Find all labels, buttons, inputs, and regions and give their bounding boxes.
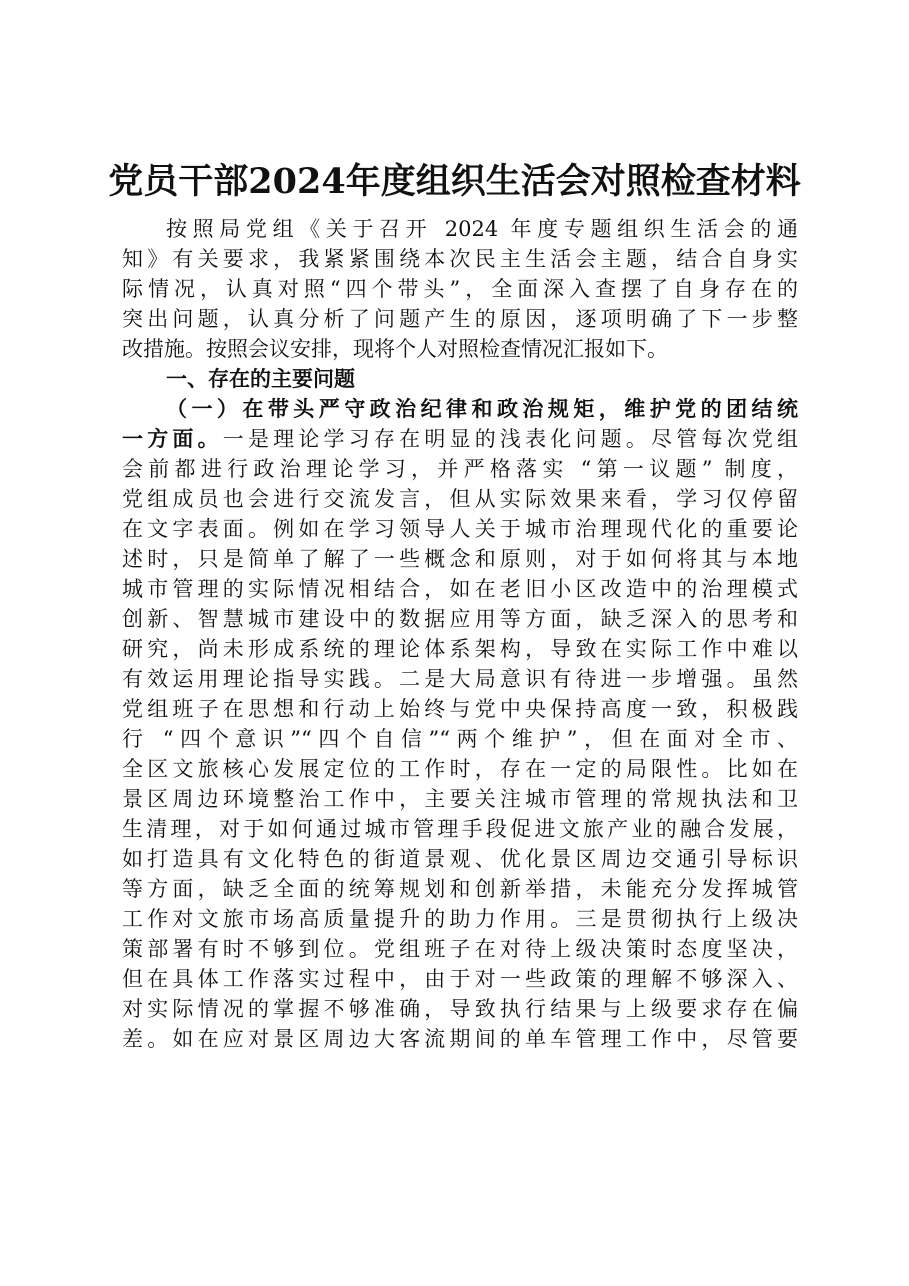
intro-line: 突出问题，认真分析了问题产生的原因，逐项明确了下一步整: [122, 307, 798, 331]
paragraph-line: 全区文旅核心发展定位的工作时，存在一定的局限性。比如在: [122, 757, 798, 781]
document-body: [122, 214, 798, 1054]
paragraph-line: 党组班子在思想和行动上始终与党中央保持高度一致，积极践: [122, 697, 798, 721]
intro-line: 际情况，认真对照“四个带头”，全面深入查摆了自身存在的: [122, 277, 798, 301]
paragraph-line: 研究，尚未形成系统的理论体系架构，导致在实际工作中难以: [122, 637, 798, 661]
subsection-heading-continuation: [122, 424, 798, 454]
paragraph-line: 差。如在应对景区周边大客流期间的单车管理工作中，尽管要: [122, 1027, 798, 1051]
paragraph-line: 在文字表面。例如在学习领导人关于城市治理现代化的重要论: [122, 517, 798, 541]
paragraph-line: 创新、智慧城市建设中的数据应用等方面，缺乏深入的思考和: [122, 607, 798, 631]
paragraph-line: 策部署有时不够到位。党组班子在对待上级决策时态度坚决，: [122, 937, 798, 961]
paragraph-text: 一是理论学习存在明显的浅表化问题。尽管每次党组: [222, 427, 798, 451]
paragraph-line: 但在具体工作落实过程中，由于对一些政策的理解不够深入、: [122, 967, 798, 991]
paragraph-line: 对实际情况的掌握不够准确，导致执行结果与上级要求存在偏: [122, 997, 798, 1021]
paragraph-line: 等方面，缺乏全面的统筹规划和创新举措，未能充分发挥城管: [122, 877, 798, 901]
paragraph-line: 工作对文旅市场高质量提升的助力作用。三是贯彻执行上级决: [122, 907, 798, 931]
intro-line: 改措施。按照会议安排，现将个人对照检查情况汇报如下。: [122, 337, 668, 361]
paragraph-line: 生清理，对于如何通过城市管理手段促进文旅产业的融合发展，: [122, 817, 798, 841]
paragraph-line: 会前都进行政治理论学习，并严格落实 “第一议题” 制度，: [122, 457, 798, 481]
paragraph-line: 景区周边环境整治工作中，主要关注城市管理的常规执法和卫: [122, 787, 798, 811]
subsection-heading-line: （一）在带头严守政治纪律和政治规矩，维护党的团结统: [166, 397, 798, 421]
subsection-heading-end: 一方面。: [122, 427, 223, 451]
paragraph-line: 党组成员也会进行交流发言，但从实际效果来看，学习仅停留: [122, 487, 798, 511]
section-heading: 一、存在的主要问题: [166, 367, 355, 391]
intro-line: 知》有关要求，我紧紧围绕本次民主生活会主题，结合自身实: [122, 247, 798, 271]
document-title: 党员干部2024年度组织生活会对照检查材料: [108, 161, 801, 202]
paragraph-line: 如打造具有文化特色的街道景观、优化景区周边交通引导标识: [122, 847, 798, 871]
paragraph-line: 述时，只是简单了解了一些概念和原则，对于如何将其与本地: [122, 547, 798, 571]
paragraph-line: 城市管理的实际情况相结合，如在老旧小区改造中的治理模式: [122, 577, 798, 601]
paragraph-line: 行 “四个意识”“四个自信”“两个维护”，但在面对全市、: [122, 727, 798, 751]
intro-line: 按照局党组《关于召开 2024 年度专题组织生活会的通: [166, 217, 798, 241]
paragraph-line: 有效运用理论指导实践。二是大局意识有待进一步增强。虽然: [122, 667, 798, 691]
